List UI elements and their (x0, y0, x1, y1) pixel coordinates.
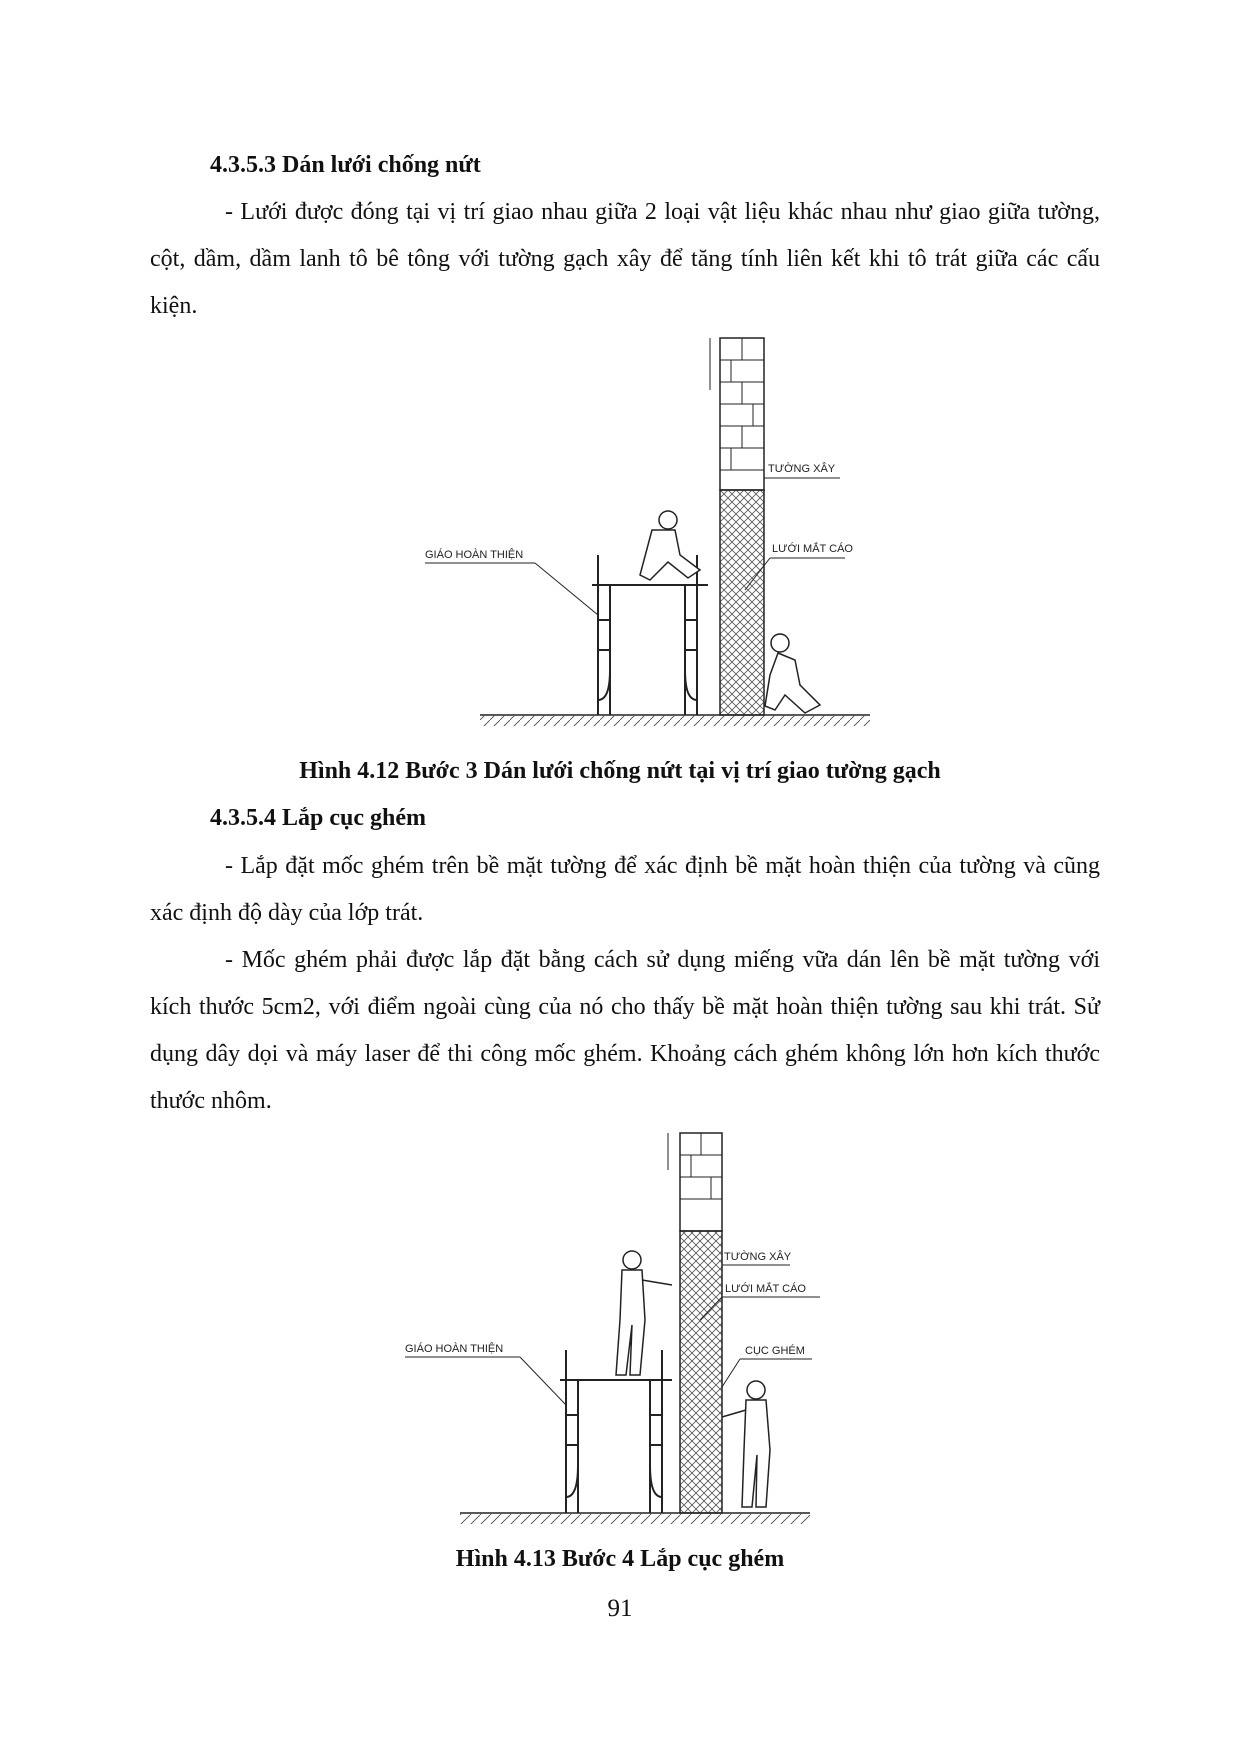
figure-caption-4-12: Hình 4.12 Bước 3 Dán lưới chống nứt tại vị trí giao tường gạch (299, 758, 941, 784)
worker-on-ground (722, 1381, 770, 1507)
worker-on-ground (765, 634, 820, 713)
page-number: 91 (607, 1595, 633, 1622)
paragraph-screed-purpose: - Lắp đặt mốc ghém trên bề mặt tường để xác định bề mặt hoàn thiện của tường và cũng xác định độ dày của lớp trát. (150, 853, 1100, 926)
worker-on-scaffold (616, 1251, 672, 1375)
label-mesh: LƯỚI MẮT CÁO (725, 1283, 806, 1295)
label-wall: TƯỜNG XÂY (724, 1251, 792, 1263)
brick-wall (710, 338, 764, 490)
label-wall: TƯỜNG XÂY (768, 463, 836, 475)
paragraph-screed-method: - Mốc ghém phải được lắp đặt bằng cách sử dụng miếng vữa dán lên bề mặt tường với kích thước 5cm2, với điểm ngoài cùng của nó cho thấy bề mặt hoàn thiện tường sau khi trát. Sử dụng dây dọi và máy laser để thi công mốc ghém. Khoảng cách ghém không lớn hơn kích thước thước nhôm. (150, 947, 1100, 1114)
section-heading-4-3-5-4: 4.3.5.4 Lắp cục ghém (210, 805, 426, 831)
figure-caption-4-13: Hình 4.13 Bước 4 Lắp cục ghém (455, 1546, 785, 1572)
label-mesh: LƯỚI MẮT CÁO (772, 543, 853, 555)
mesh-wall (680, 1231, 722, 1513)
figure-4-12-mesh-installation (0, 330, 1240, 730)
label-scaffold: GIÁO HOÀN THIỆN (405, 1343, 504, 1355)
paragraph-mesh-description: - Lưới được đóng tại vị trí giao nhau giữa 2 loại vật liệu khác nhau như giao giữa tường, cột, dầm, dầm lanh tô bê tông với tường gạch xây để tăng tính liên kết khi tô trát giữa các cấu kiện. (150, 199, 1100, 319)
mesh-wall (720, 490, 764, 715)
section-heading-4-3-5-3: 4.3.5.3 Dán lưới chống nứt (210, 152, 481, 178)
worker-on-scaffold (640, 511, 700, 580)
figure-4-13-screed-installation (0, 1125, 1240, 1535)
brick-wall (668, 1133, 722, 1231)
label-screed: CỤC GHÉM (745, 1345, 805, 1357)
label-scaffold: GIÁO HOÀN THIỆN (425, 549, 524, 561)
